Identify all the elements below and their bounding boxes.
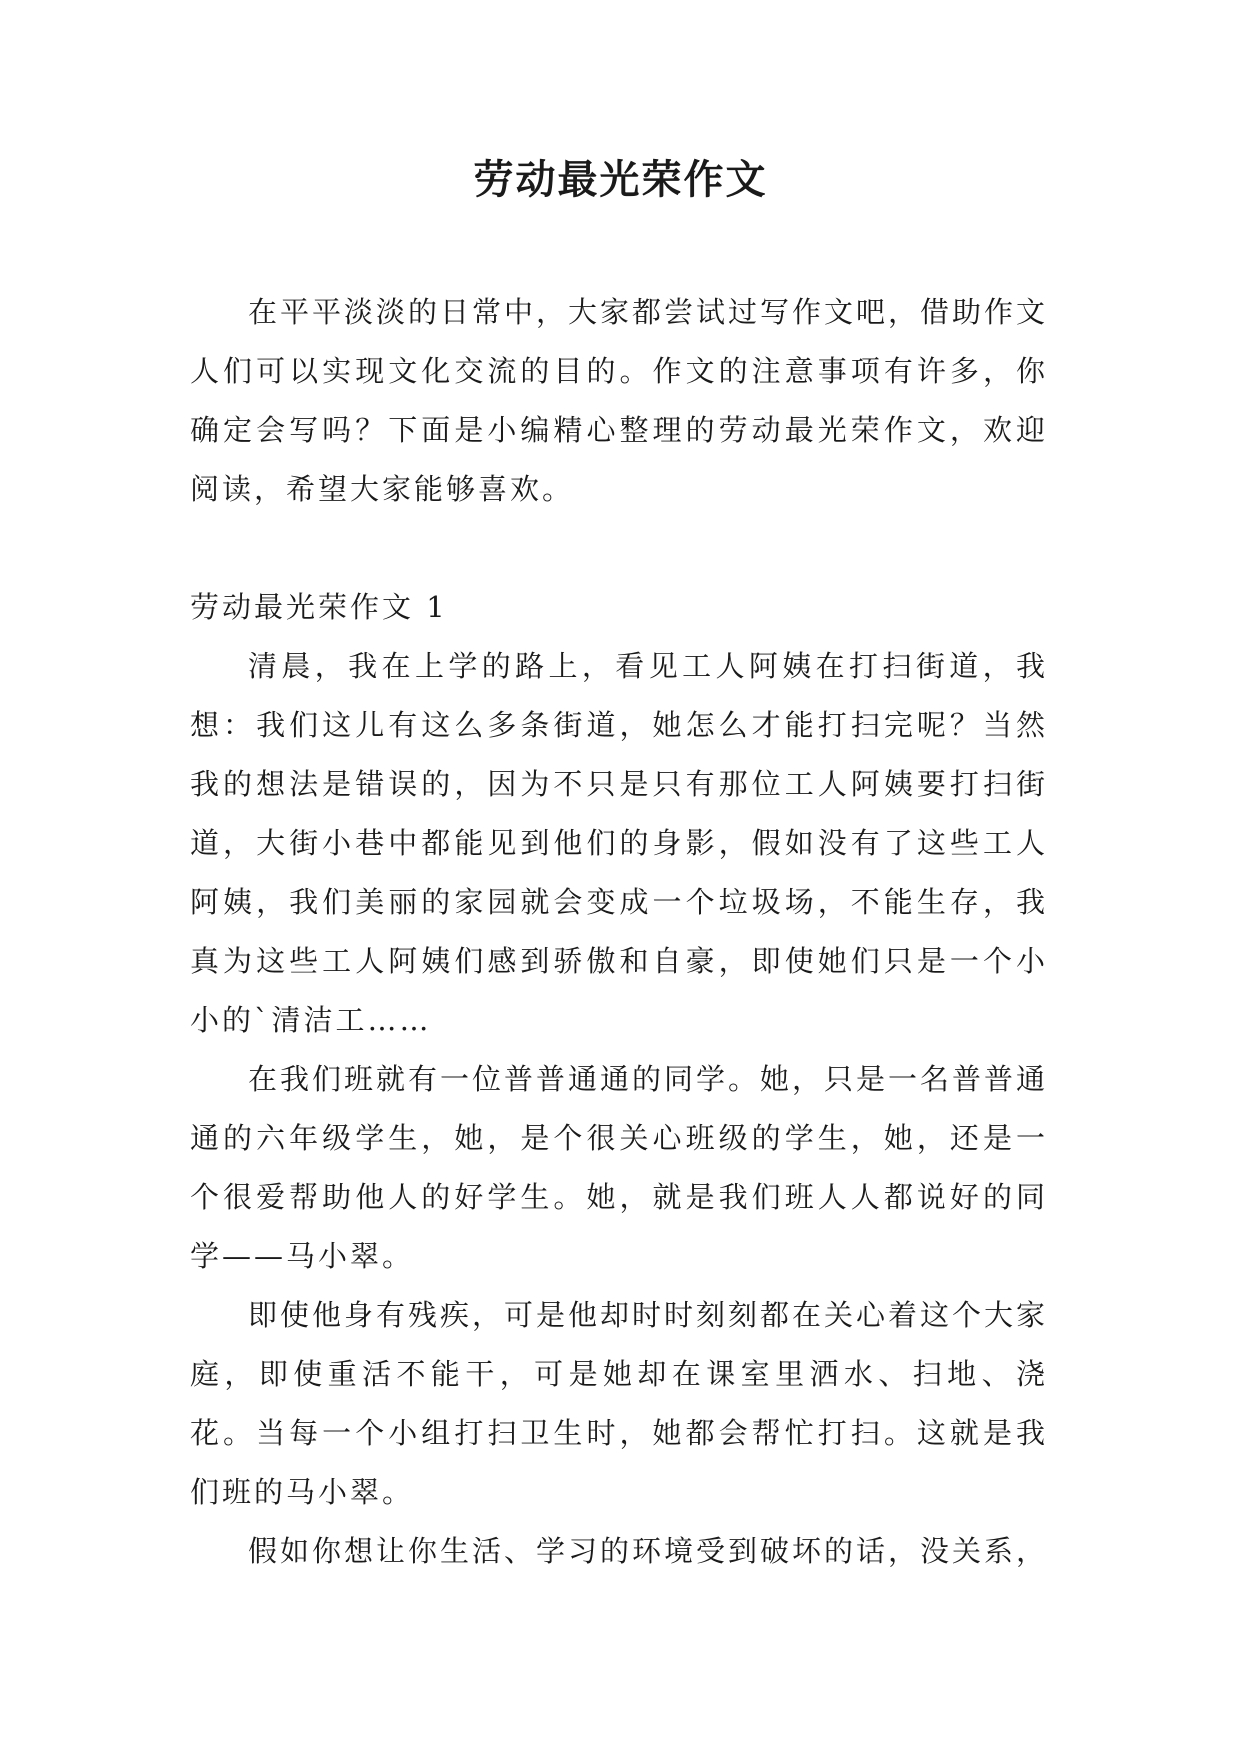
intro-paragraph: 在平平淡淡的日常中，大家都尝试过写作文吧，借助作文人们可以实现文化交流的目的。作文的注意事项有许多，你确定会写吗？下面是小编精心整理的劳动最光荣作文，欢迎阅读，希望大家能够喜欢。 [190, 295, 1049, 506]
document-title: 劳动最光荣作文 [473, 156, 768, 203]
body-paragraph: 即使他身有残疾，可是他却时时刻刻都在关心着这个大家庭，即使重活不能干，可是她却在课室里洒水、扫地、浇花。当每一个小组打扫卫生时，她都会帮忙打扫。这就是我们班的马小翠。 [190, 1298, 1049, 1509]
body-paragraph: 假如你想让你生活、学习的环境受到破坏的话，没关系， [248, 1534, 1049, 1568]
body-paragraph: 清晨，我在上学的路上，看见工人阿姨在打扫街道，我想：我们这儿有这么多条街道，她怎么才能打扫完呢？当然我的想法是错误的，因为不只是只有那位工人阿姨要打扫街道，大街小巷中都能见到他们的身影，假如没有了这些工人阿姨，我们美丽的家园就会变成一个垃圾场，不能生存，我真为这些工人阿姨们感到骄傲和自豪，即使她们只是一个小小的`清洁工…… [190, 649, 1048, 1037]
body-paragraph: 在我们班就有一位普普通通的同学。她，只是一名普普通通的六年级学生，她，是个很关心班级的学生，她，还是一个很爱帮助他人的好学生。她，就是我们班人人都说好的同学——马小翠。 [190, 1062, 1049, 1273]
document-body [190, 283, 1048, 1581]
section-heading: 劳动最光荣作文 1 [190, 590, 448, 624]
